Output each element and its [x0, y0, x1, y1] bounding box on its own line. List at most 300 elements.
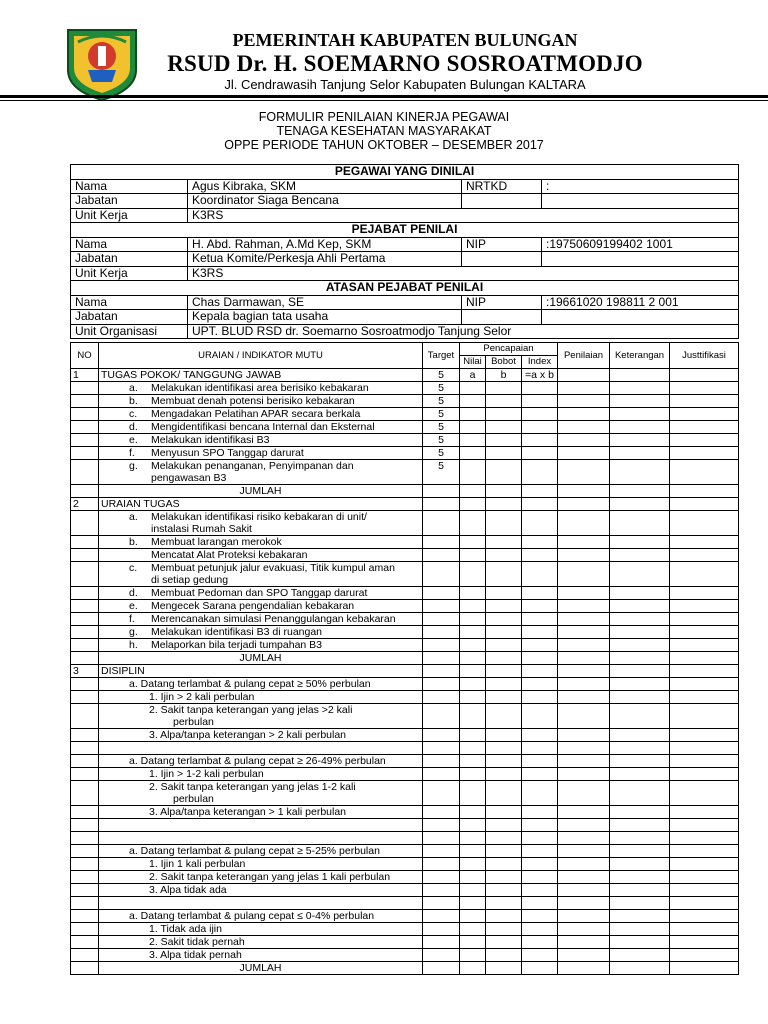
empty-cell — [522, 949, 558, 962]
jumlah-label: JUMLAH — [99, 652, 423, 665]
empty-cell — [460, 382, 486, 395]
empty-cell — [522, 511, 558, 536]
item-text-line: 3. Alpa/tanpa keterangan > 2 kali perbulan — [149, 729, 347, 741]
col-index: Index — [522, 356, 558, 369]
empty-cell — [522, 421, 558, 434]
empty-cell — [558, 755, 610, 768]
empty-cell — [71, 962, 99, 975]
empty-cell — [71, 897, 99, 910]
item-text — [99, 460, 423, 485]
empty-cell — [610, 395, 670, 408]
empty-cell — [558, 845, 610, 858]
empty-cell — [71, 819, 99, 832]
empty-cell — [460, 587, 486, 600]
empty-cell — [558, 858, 610, 871]
col-nilai: Nilai — [460, 356, 486, 369]
item-text — [99, 729, 423, 742]
item-text-line: a. Datang terlambat & pulang cepat ≥ 26-49% perbulan — [129, 755, 386, 767]
empty-cell — [522, 600, 558, 613]
item-label: Membuat Pedoman dan SPO Tanggap darurat — [151, 587, 368, 599]
empty-cell — [558, 408, 610, 421]
field-value: :19661020 198811 2 001 — [542, 295, 739, 310]
col-keterangan: Keterangan — [610, 343, 670, 369]
item-label: Membuat denah potensi berisiko kebakaran — [151, 395, 355, 407]
empty-cell — [460, 421, 486, 434]
empty-cell — [423, 704, 460, 729]
empty-cell — [460, 562, 486, 587]
empty-cell — [610, 498, 670, 511]
item-text — [99, 691, 423, 704]
spacer-row — [71, 742, 739, 755]
empty-cell — [423, 897, 460, 910]
empty-cell — [460, 871, 486, 884]
item-text-line: perbulan — [173, 716, 214, 728]
item-marker: c. — [129, 408, 138, 420]
empty-cell — [522, 845, 558, 858]
empty-cell — [522, 729, 558, 742]
field-value: Kepala bagian tata usaha — [188, 310, 462, 325]
atasan-jabatan-row — [71, 310, 739, 325]
empty-cell — [423, 536, 460, 549]
empty-cell — [71, 755, 99, 768]
item-text-line — [129, 626, 420, 638]
table-row — [71, 600, 739, 613]
empty-cell — [610, 434, 670, 447]
empty-cell — [522, 408, 558, 421]
empty-cell — [670, 382, 739, 395]
pejabat-unit-row — [71, 266, 739, 281]
empty-cell — [670, 447, 739, 460]
empty-cell — [670, 962, 739, 975]
item-text-line: a. Datang terlambat & pulang cepat ≥ 5-25% perbulan — [129, 845, 380, 857]
empty-cell — [486, 460, 522, 485]
empty-cell — [71, 858, 99, 871]
empty-cell — [670, 910, 739, 923]
empty-cell — [486, 781, 522, 806]
empty-cell — [460, 434, 486, 447]
empty-cell — [610, 678, 670, 691]
empty-cell — [610, 382, 670, 395]
empty-cell — [460, 498, 486, 511]
empty-cell — [460, 897, 486, 910]
table-row — [71, 447, 739, 460]
empty-cell — [558, 485, 610, 498]
empty-cell — [610, 897, 670, 910]
empty-cell — [71, 704, 99, 729]
empty-cell — [460, 485, 486, 498]
empty-cell — [670, 691, 739, 704]
empty-cell — [99, 819, 423, 832]
col-no: NO — [71, 343, 99, 369]
empty-cell — [670, 613, 739, 626]
item-text — [99, 382, 423, 395]
section-row — [71, 498, 739, 511]
item-marker: g. — [129, 460, 138, 472]
hospital-address: Jl. Cendrawasih Tanjung Selor Kabupaten Bulungan KALTARA — [224, 77, 586, 92]
empty-cell — [522, 755, 558, 768]
empty-cell — [670, 549, 739, 562]
empty-cell — [486, 421, 522, 434]
empty-cell — [71, 845, 99, 858]
table-row — [71, 691, 739, 704]
section-title: URAIAN TUGAS — [99, 498, 423, 511]
empty-cell — [670, 897, 739, 910]
empty-cell — [423, 923, 460, 936]
target-value: 5 — [423, 382, 460, 395]
empty-cell — [670, 600, 739, 613]
item-text — [99, 704, 423, 729]
target-value: 5 — [423, 395, 460, 408]
empty-cell — [71, 871, 99, 884]
field-label: NIP — [462, 295, 542, 310]
empty-cell — [423, 742, 460, 755]
empty-cell — [670, 729, 739, 742]
empty-cell — [486, 704, 522, 729]
field-label: Nama — [71, 237, 188, 252]
empty-cell — [670, 485, 739, 498]
empty-cell — [460, 781, 486, 806]
empty-cell — [423, 845, 460, 858]
col-justifikasi: Justtifikasi — [670, 343, 739, 369]
table-row — [71, 768, 739, 781]
item-label: Mengadakan Pelatihan APAR secara berkala — [151, 408, 361, 420]
jumlah-row — [71, 652, 739, 665]
empty-cell — [486, 755, 522, 768]
empty-cell — [486, 691, 522, 704]
empty-cell — [670, 858, 739, 871]
empty-cell — [522, 613, 558, 626]
item-marker: e. — [129, 434, 138, 446]
group-heading — [99, 845, 423, 858]
empty-cell — [670, 587, 739, 600]
empty-cell — [423, 549, 460, 562]
empty-cell — [423, 652, 460, 665]
empty-cell — [460, 858, 486, 871]
empty-cell — [610, 652, 670, 665]
empty-cell — [522, 819, 558, 832]
empty-cell — [558, 729, 610, 742]
table-row — [71, 626, 739, 639]
empty-cell — [460, 755, 486, 768]
empty-cell — [71, 639, 99, 652]
empty-cell — [486, 949, 522, 962]
section-atasan: ATASAN PEJABAT PENILAI — [71, 281, 739, 296]
empty-cell — [522, 678, 558, 691]
empty-cell — [522, 447, 558, 460]
empty-cell — [486, 652, 522, 665]
empty-cell — [486, 897, 522, 910]
empty-cell — [71, 613, 99, 626]
empty-cell — [462, 194, 542, 209]
item-text — [99, 871, 423, 884]
field-label: Jabatan — [71, 252, 188, 267]
item-text-line: perbulan — [173, 793, 214, 805]
item-label: Melaporkan bila terjadi tumpahan B3 — [151, 639, 323, 651]
form-title-line2: TENAGA KESEHATAN MASYARAKAT — [276, 124, 492, 138]
field-value: : — [542, 179, 739, 194]
empty-cell — [71, 768, 99, 781]
empty-cell — [423, 962, 460, 975]
empty-cell — [670, 639, 739, 652]
empty-cell — [610, 626, 670, 639]
empty-cell — [610, 639, 670, 652]
empty-cell — [558, 768, 610, 781]
item-text-line — [129, 587, 420, 599]
col-target: Target — [423, 343, 460, 369]
empty-cell — [610, 936, 670, 949]
empty-cell — [670, 421, 739, 434]
field-label: Nama — [71, 295, 188, 310]
empty-cell — [486, 613, 522, 626]
table-row — [71, 806, 739, 819]
item-text-line: di setiap gedung — [151, 574, 229, 586]
empty-cell — [486, 626, 522, 639]
empty-cell — [542, 194, 739, 209]
empty-cell — [610, 665, 670, 678]
pejabat-jabatan-row — [71, 252, 739, 267]
empty-cell — [558, 562, 610, 587]
item-text-line — [129, 460, 420, 472]
empty-cell — [670, 742, 739, 755]
item-marker: b. — [129, 536, 138, 548]
item-text — [99, 408, 423, 421]
item-text — [99, 395, 423, 408]
group-heading — [99, 755, 423, 768]
government-name: PEMERINTAH KABUPATEN BULUNGAN — [232, 30, 578, 50]
item-text-line: 2. Sakit tanpa keterangan yang jelas 1-2 kali — [149, 781, 356, 793]
empty-cell — [610, 923, 670, 936]
table-row — [71, 729, 739, 742]
item-text — [99, 949, 423, 962]
empty-cell — [460, 678, 486, 691]
field-value: Koordinator Siaga Bencana — [188, 194, 462, 209]
empty-cell — [558, 395, 610, 408]
assessment-table — [70, 342, 739, 975]
empty-cell — [71, 781, 99, 806]
empty-cell — [670, 819, 739, 832]
item-marker: g. — [129, 626, 138, 638]
empty-cell — [71, 910, 99, 923]
item-text — [99, 447, 423, 460]
empty-cell — [522, 587, 558, 600]
item-text — [99, 434, 423, 447]
empty-cell — [670, 704, 739, 729]
item-text — [99, 587, 423, 600]
empty-cell — [423, 498, 460, 511]
empty-cell — [486, 923, 522, 936]
row-number: 2 — [71, 498, 99, 511]
empty-cell — [522, 858, 558, 871]
empty-cell — [610, 600, 670, 613]
empty-cell — [460, 832, 486, 845]
empty-cell — [558, 704, 610, 729]
empty-cell — [486, 536, 522, 549]
empty-cell — [558, 652, 610, 665]
empty-cell — [670, 768, 739, 781]
empty-cell — [460, 704, 486, 729]
header-divider-thin — [0, 100, 768, 101]
empty-cell — [558, 936, 610, 949]
empty-cell — [670, 755, 739, 768]
empty-cell — [670, 652, 739, 665]
empty-cell — [423, 884, 460, 897]
table-row — [71, 511, 739, 536]
item-text-line: 3. Alpa tidak ada — [149, 884, 227, 896]
empty-cell — [99, 832, 423, 845]
empty-cell — [486, 871, 522, 884]
target-value: 5 — [423, 460, 460, 485]
empty-cell — [522, 704, 558, 729]
col-bobot: Bobot — [486, 356, 522, 369]
table-row — [71, 871, 739, 884]
section-pegawai: PEGAWAI YANG DINILAI — [71, 165, 739, 180]
empty-cell — [558, 511, 610, 536]
empty-cell — [460, 408, 486, 421]
empty-cell — [423, 691, 460, 704]
nilai-a: a — [460, 369, 486, 382]
empty-cell — [522, 768, 558, 781]
form-title-line1: FORMULIR PENILAIAN KINERJA PEGAWAI — [258, 110, 510, 124]
empty-cell — [542, 310, 739, 325]
empty-cell — [610, 587, 670, 600]
target-value: 5 — [423, 434, 460, 447]
empty-cell — [558, 498, 610, 511]
empty-cell — [670, 949, 739, 962]
empty-cell — [486, 729, 522, 742]
empty-cell — [610, 832, 670, 845]
item-text — [99, 600, 423, 613]
empty-cell — [670, 626, 739, 639]
empty-cell — [460, 949, 486, 962]
item-text-line — [129, 434, 420, 446]
empty-cell — [423, 755, 460, 768]
field-label: NIP — [462, 237, 542, 252]
item-label: Membuat larangan merokok — [151, 536, 282, 548]
empty-cell — [423, 562, 460, 587]
field-label: Jabatan — [71, 194, 188, 209]
empty-cell — [522, 434, 558, 447]
item-text-line — [129, 511, 420, 523]
empty-cell — [670, 395, 739, 408]
empty-cell — [71, 626, 99, 639]
empty-cell — [522, 806, 558, 819]
empty-cell — [558, 600, 610, 613]
empty-cell — [423, 665, 460, 678]
jumlah-row — [71, 962, 739, 975]
empty-cell — [423, 729, 460, 742]
empty-cell — [460, 845, 486, 858]
empty-cell — [423, 768, 460, 781]
empty-cell — [670, 845, 739, 858]
empty-cell — [99, 897, 423, 910]
empty-cell — [610, 871, 670, 884]
empty-cell — [486, 819, 522, 832]
empty-cell — [558, 923, 610, 936]
item-text — [99, 768, 423, 781]
empty-cell — [460, 549, 486, 562]
empty-cell — [558, 678, 610, 691]
field-value: Ketua Komite/Perkesja Ahli Pertama — [188, 252, 462, 267]
item-text-line: 2. Sakit tanpa keterangan yang jelas 1 kali perbulan — [149, 871, 391, 883]
item-marker: e. — [129, 600, 138, 612]
empty-cell — [522, 549, 558, 562]
item-text-line — [129, 408, 420, 420]
empty-cell — [522, 742, 558, 755]
empty-cell — [423, 949, 460, 962]
empty-cell — [558, 962, 610, 975]
empty-cell — [610, 704, 670, 729]
item-text — [99, 884, 423, 897]
field-label: Unit Kerja — [71, 266, 188, 281]
empty-cell — [71, 447, 99, 460]
empty-cell — [486, 639, 522, 652]
empty-cell — [522, 639, 558, 652]
item-label: Mencatat Alat Proteksi kebakaran — [151, 549, 308, 561]
item-text-line: a. Datang terlambat & pulang cepat ≤ 0-4% perbulan — [129, 910, 375, 922]
col-penilaian: Penilaian — [558, 343, 610, 369]
table-row — [71, 421, 739, 434]
empty-cell — [71, 549, 99, 562]
item-label: Mengidentifikasi bencana Internal dan Eksternal — [151, 421, 375, 433]
pegawai-nama-row — [71, 179, 739, 194]
empty-cell — [542, 252, 739, 267]
empty-cell — [610, 781, 670, 806]
empty-cell — [558, 781, 610, 806]
empty-cell — [558, 871, 610, 884]
empty-cell — [558, 884, 610, 897]
item-marker: d. — [129, 421, 138, 433]
spacer-row — [71, 819, 739, 832]
table-row — [71, 587, 739, 600]
empty-cell — [610, 447, 670, 460]
empty-cell — [423, 806, 460, 819]
empty-cell — [423, 600, 460, 613]
empty-cell — [610, 755, 670, 768]
empty-cell — [486, 832, 522, 845]
empty-cell — [486, 665, 522, 678]
table-row — [71, 936, 739, 949]
empty-cell — [462, 310, 542, 325]
table-row — [71, 845, 739, 858]
table-row — [71, 781, 739, 806]
empty-cell — [423, 781, 460, 806]
empty-cell — [670, 884, 739, 897]
empty-cell — [486, 408, 522, 421]
field-value: Agus Kibraka, SKM — [188, 179, 462, 194]
item-text-line — [129, 613, 420, 625]
item-text-line: 1. Tidak ada ijin — [149, 923, 222, 935]
empty-cell — [610, 910, 670, 923]
field-value: K3RS — [188, 266, 739, 281]
empty-cell — [486, 936, 522, 949]
empty-cell — [610, 613, 670, 626]
item-marker: h. — [129, 639, 138, 651]
item-marker: d. — [129, 587, 138, 599]
empty-cell — [522, 910, 558, 923]
empty-cell — [71, 587, 99, 600]
empty-cell — [610, 742, 670, 755]
empty-cell — [423, 871, 460, 884]
empty-cell — [558, 613, 610, 626]
empty-cell — [558, 819, 610, 832]
empty-cell — [71, 832, 99, 845]
empty-cell — [460, 600, 486, 613]
col-pencapaian: Pencapaian — [460, 343, 558, 356]
empty-cell — [558, 665, 610, 678]
spacer-row — [71, 897, 739, 910]
empty-cell — [486, 498, 522, 511]
empty-cell — [486, 845, 522, 858]
